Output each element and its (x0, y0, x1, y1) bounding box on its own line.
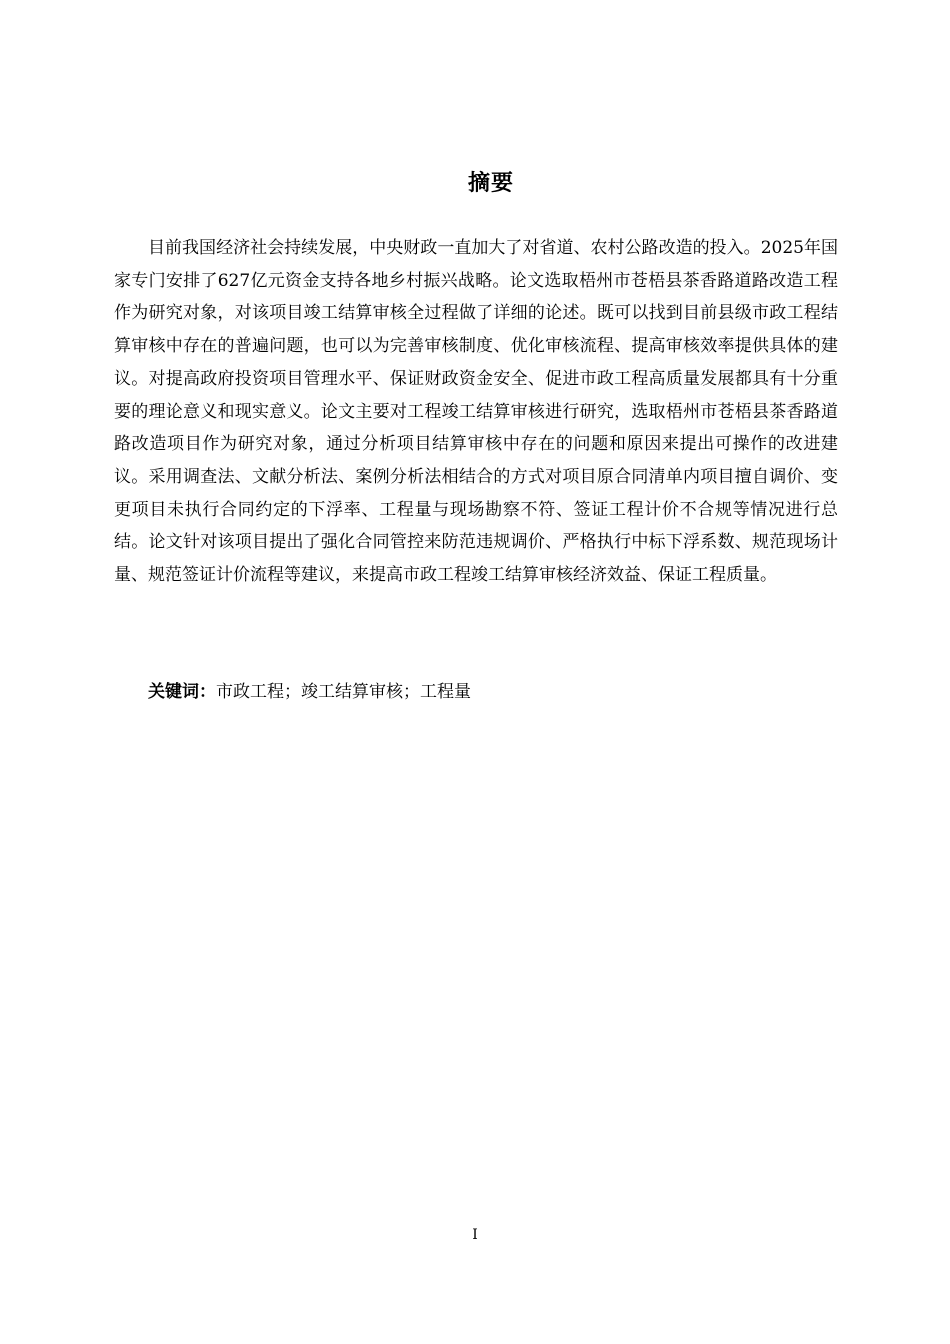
page-number: I (472, 1227, 478, 1243)
page-title: 摘要 (467, 171, 514, 196)
abstract-paragraph: 目前我国经济社会持续发展，中央财政一直加大了对省道、农村公路改造的投入。2025年国家专门安排了627亿元资金支持各地乡村振兴战略。论文选取梧州市苍梧县茶香路道路改造工程作为研究对象，对该项目竣工结算审核全过程做了详细的论述。既可以找到目前县级市政工程结算审核中存在的普遍问题，也可以为完善审核制度、优化审核流程、提高审核效率提供具体的建议。对提高政府投资项目管理水平、保证财政资金安全、促进市政工程高质量发展都具有十分重要的理论意义和现实意义。论文主要对工程竣工结算审核进行研究，选取梧州市苍梧县茶香路道路改造项目作为研究对象，通过分析项目结算审核中存在的问题和原因来提出可操作的改进建议。采用调查法、文献分析法、案例分析法相结合的方式对项目原合同清单内项目擅自调价、变更项目未执行合同约定的下浮率、工程量与现场勘察不符、签证工程计价不合规等情况进行总结。论文针对该项目提出了强化合同管控来防范违规调价、严格执行中标下浮系数、规范现场计量、规范签证计价流程等建议，来提高市政工程竣工结算审核经济效益、保证工程质量。 (114, 238, 838, 586)
keywords-text: 市政工程；竣工结算审核；工程量 (216, 682, 471, 702)
keywords-line (148, 679, 471, 705)
keywords-label: 关键词： (148, 682, 216, 702)
